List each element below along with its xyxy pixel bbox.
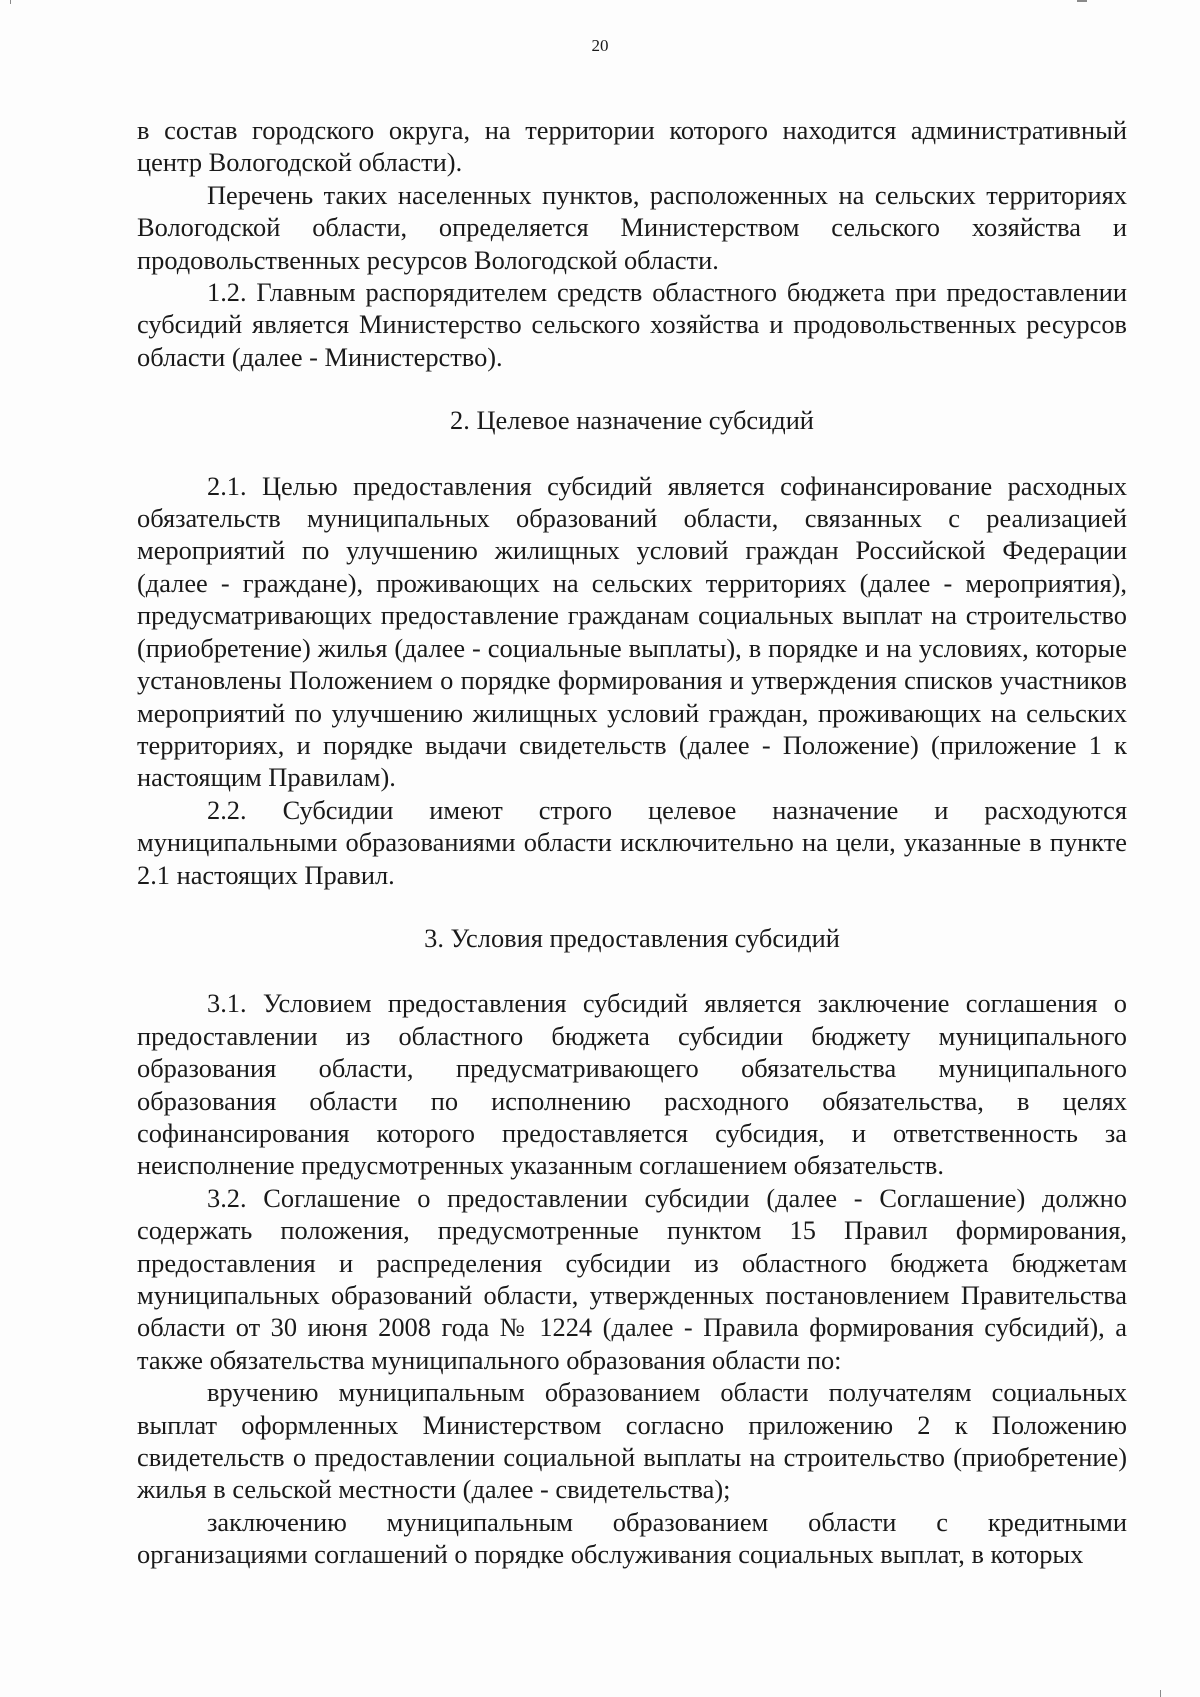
paragraph: заключению муниципальным образованием области с кредитными организациями соглашений о порядке обслуживания социальных выплат, в которых [137, 1506, 1127, 1570]
scan-artifact [10, 0, 11, 4]
paragraph: вручению муниципальным образованием области получателям социальных выплат оформленных Министерством согласно приложению 2 к Положению свидетельств о предоставлении социальной выплаты на строительство (приобретение) жилья в сельской местности (далее - свидетельства); [137, 1377, 1127, 1505]
scan-artifact [1077, 0, 1087, 2]
paragraph: 3.2. Соглашение о предоставлении субсидии (далее - Соглашение) должно содержать положения, предусмотренные пунктом 15 Правил формирования, предоставления и распределения субсидии из областного бюджета бюджетам муниципальных образований области, утвержденных постановлением Правительства области от 30 июня 2008 года № 1224 (далее - Правила формирования субсидий), а также обязательства муниципального образования области по: [137, 1182, 1127, 1375]
paragraph: 1.2. Главным распорядителем средств областного бюджета при предоставлении субсидий является Министерство сельского хозяйства и продовольственных ресурсов области (далее - Министерство). [137, 277, 1127, 372]
paragraph: 2.1. Целью предоставления субсидий является софинансирование расходных обязательств муниципальных образований области, связанных с реализацией мероприятий по улучшению жилищных условий граждан Российской Федерации (далее - граждане), проживающих на сельских территориях (далее - мероприятия), предусматривающих предоставление гражданам социальных выплат на строительство (приобретение) жилья (далее - социальные выплаты), в порядке и на условиях, которые установлены Положением о порядке формирования и утверждения списков участников мероприятий по улучшению жилищных условий граждан, проживающих на сельских территориях, и порядке выдачи свидетельств (далее - Положение) (приложение 1 к настоящим Правилам). [137, 470, 1127, 793]
section-heading-3: 3. Условия предоставления субсидий [424, 922, 840, 953]
section-heading-2: 2. Целевое назначение субсидий [450, 405, 814, 436]
paragraph: 3.1. Условием предоставления субсидий является заключение соглашения о предоставлении из областного бюджета субсидии бюджету муниципального образования области, предусматривающего обязательства муниципального образования области по исполнению расходного обязательства, в целях софинансирования которого предоставляется субсидия, и ответственность за неисполнение предусмотренных указанным соглашением обязательств. [137, 988, 1127, 1181]
paragraph: Перечень таких населенных пунктов, расположенных на сельских территориях Вологодской области, определяется Министерством сельского хозяйства и продовольственных ресурсов Вологодской области. [137, 179, 1127, 275]
document-body [137, 114, 1127, 1571]
scan-artifact [1160, 1690, 1161, 1697]
paragraph: 2.2. Субсидии имеют строго целевое назначение и расходуются муниципальными образованиями области исключительно на цели, указанные в пункте 2.1 настоящих Правил. [137, 794, 1127, 890]
paragraph: в состав городского округа, на территории которого находится административный центр Вологодской области). [137, 115, 1127, 178]
page-number: 20 [591, 36, 609, 55]
